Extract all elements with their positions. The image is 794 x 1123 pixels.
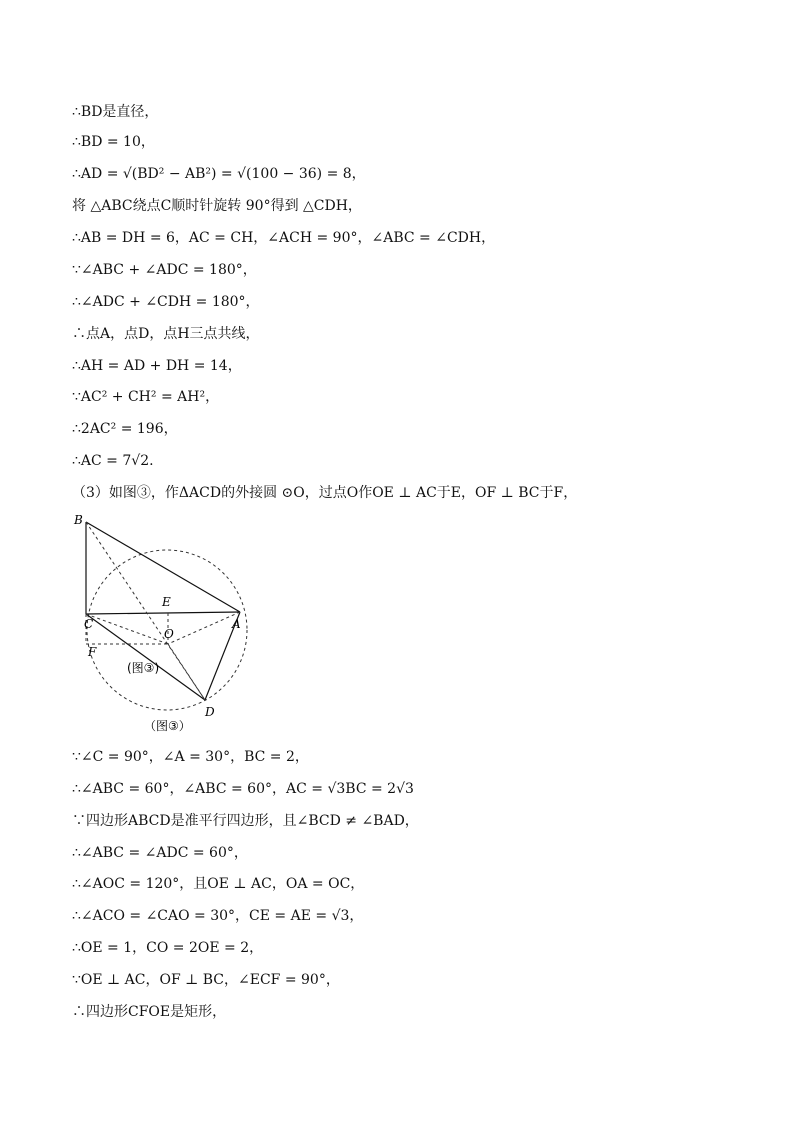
text-line-17: ∴∠ABC = ∠ADC = 60°，	[72, 845, 248, 861]
label-o: O	[164, 627, 174, 641]
text-line-1: ∴BD是直径，	[72, 104, 159, 120]
label-b: B	[74, 513, 83, 527]
text-line-19: ∴∠ACO = ∠CAO = 30°，CE = AE = √3，	[72, 908, 364, 924]
text-line-9: ∴AH = AD + DH = 14，	[72, 358, 242, 374]
text-line-10: ∵AC² + CH² = AH²，	[72, 389, 220, 405]
figure-caption: （图③）	[144, 719, 191, 733]
text-line-13: （3）如图③，作ΔACD的外接圆 ⊙O，过点O作OE ⊥ AC于E，OF ⊥ BC于F，	[72, 485, 578, 501]
segment-co	[86, 614, 168, 644]
figure-svg	[72, 510, 262, 740]
text-line-22: ∴四边形CFOE是矩形，	[72, 1004, 227, 1020]
text-line-11: ∴2AC² = 196，	[72, 421, 178, 437]
text-line-12: ∴AC = 7√2.	[72, 453, 154, 469]
text-line-15: ∴∠ABC = 60°，∠ABC = 60°，AC = √3BC = 2√3	[72, 781, 414, 797]
text-line-3: ∴AD = √(BD² − AB²) = √(100 − 36) = 8，	[72, 166, 366, 182]
label-a: A	[232, 617, 241, 631]
label-d: D	[205, 705, 215, 719]
text-line-7: ∴∠ADC + ∠CDH = 180°，	[72, 294, 260, 310]
text-line-8: ∴点A，点D，点H三点共线，	[72, 326, 260, 342]
label-e: E	[162, 595, 171, 609]
text-line-21: ∵OE ⊥ AC，OF ⊥ BC，∠ECF = 90°，	[72, 972, 340, 988]
text-line-16: ∵四边形ABCD是准平行四边形，且∠BCD ≠ ∠BAD，	[72, 813, 419, 829]
text-line-18: ∴∠AOC = 120°，且OE ⊥ AC，OA = OC，	[72, 876, 365, 892]
segment-cd	[86, 614, 205, 700]
text-line-20: ∴OE = 1，CO = 2OE = 2，	[72, 940, 264, 956]
text-line-14: ∵∠C = 90°，∠A = 30°，BC = 2，	[72, 749, 309, 765]
segment-ca	[86, 612, 240, 614]
geometry-figure	[72, 510, 262, 740]
label-f: F	[88, 645, 97, 659]
text-line-4: 将 △ABC绕点C顺时针旋转 90°得到 △CDH，	[72, 198, 362, 214]
figure-inner-caption: (图③)	[127, 661, 160, 675]
label-c: C	[84, 617, 94, 631]
text-line-6: ∵∠ABC + ∠ADC = 180°，	[72, 262, 257, 278]
text-line-5: ∴AB = DH = 6，AC = CH，∠ACH = 90°，∠ABC = ∠CDH，	[72, 230, 496, 246]
text-line-2: ∴BD = 10，	[72, 134, 155, 150]
